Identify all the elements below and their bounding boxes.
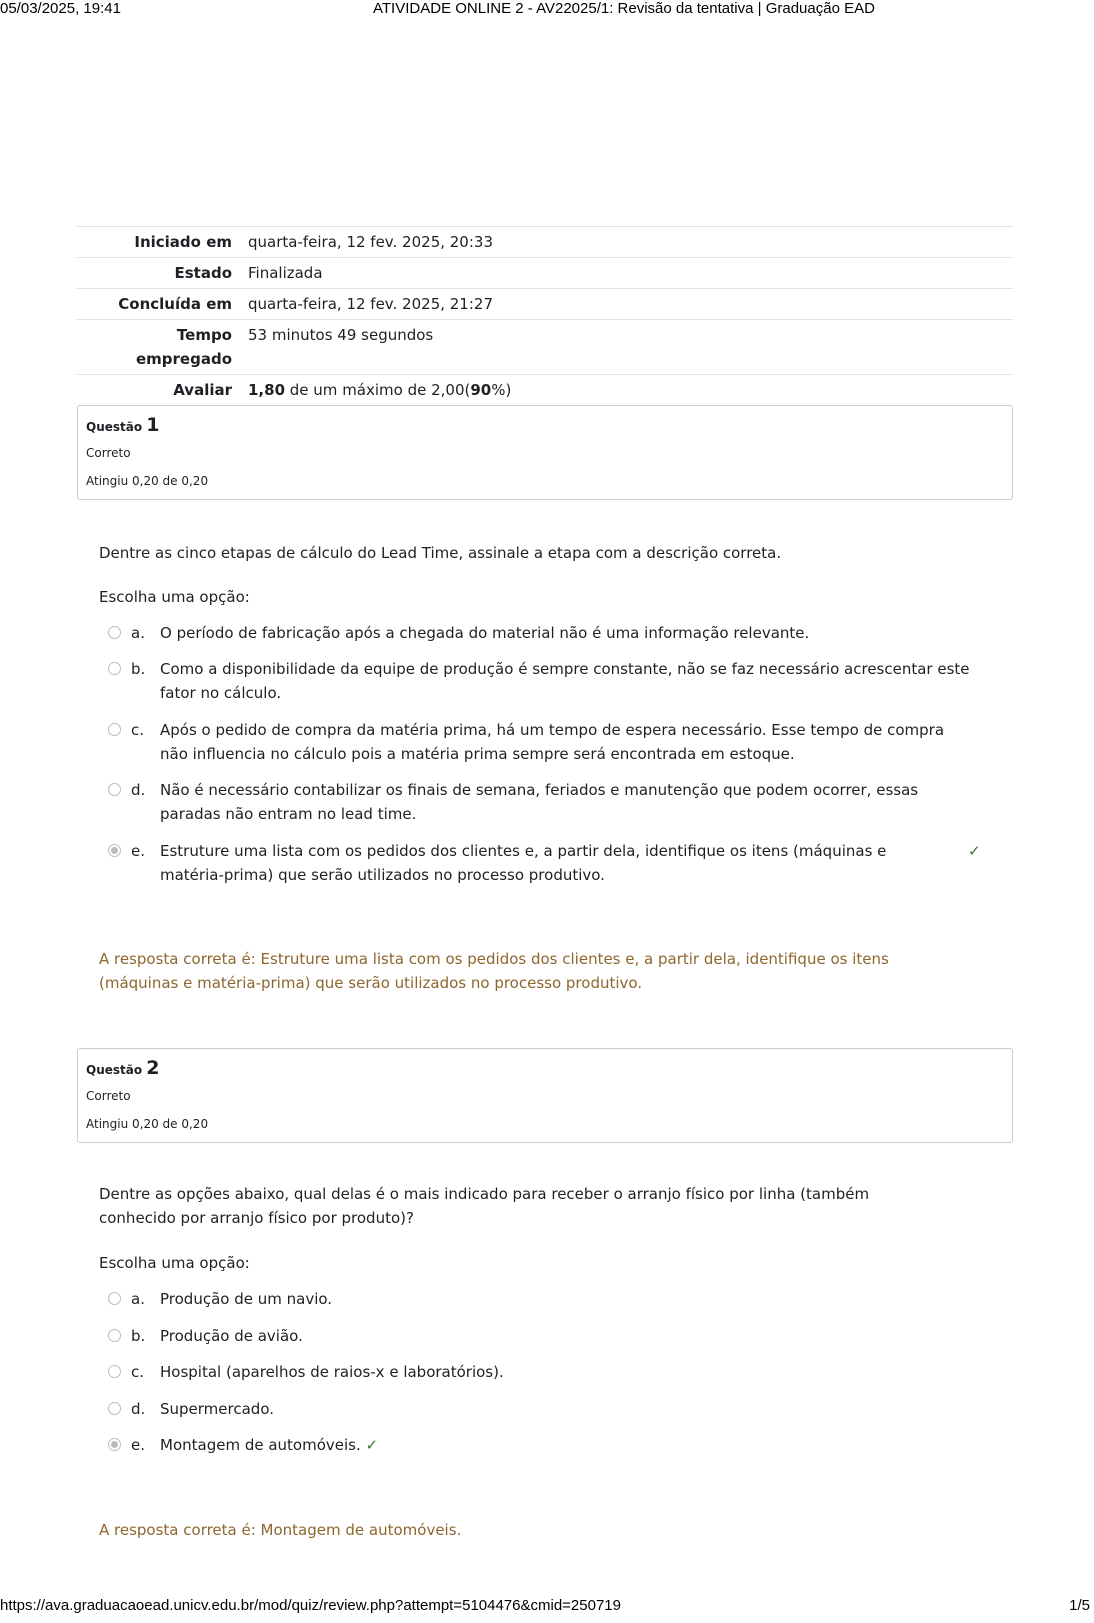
page-number: 1/5 (1069, 1597, 1090, 1614)
page-url: https://ava.graduacaoead.unicv.edu.br/mod/quiz/review.php?attempt=5104476&cmid=250719 (0, 1597, 621, 1614)
summary-value: 53 minutos 49 segundos (248, 326, 434, 344)
question-text: Dentre as opções abaixo, qual delas é o mais indicado para receber o arranjo físico por linha (também conhecido por arranjo físico por produto)? (99, 1185, 870, 1227)
option-a[interactable]: a. Produção de um navio. (108, 1287, 988, 1311)
radio-button[interactable] (108, 1402, 121, 1415)
question-prompt: Escolha uma opção: (99, 1254, 250, 1272)
option-e[interactable]: e. Estruture uma lista com os pedidos dos clientes e, a partir dela, identifique os itens (máquinas e matéria-prima) que serão utilizados no processo produtivo. ✓ (108, 839, 988, 887)
summary-value: quarta-feira, 12 fev. 2025, 20:33 (248, 233, 493, 251)
option-b[interactable]: b. Produção de avião. (108, 1324, 988, 1348)
question-status: Correto (86, 1089, 131, 1103)
radio-button[interactable] (108, 723, 121, 736)
question-status: Correto (86, 446, 131, 460)
summary-label: Iniciado em (134, 233, 232, 251)
question-info-2 (77, 1048, 1013, 1143)
radio-button[interactable] (108, 662, 121, 675)
radio-button-selected[interactable] (108, 1438, 121, 1451)
question-text: Dentre as cinco etapas de cálculo do Lead Time, assinale a etapa com a descrição correta. (99, 544, 782, 562)
attempt-summary (77, 226, 1013, 405)
check-icon: ✓ (365, 1436, 379, 1454)
option-c[interactable]: c. Após o pedido de compra da matéria prima, há um tempo de espera necessário. Esse tempo de compra não influencia no cálculo pois a matéria prima sempre será encontrada em estoque. (108, 718, 988, 766)
correct-answer-feedback: A resposta correta é: Montagem de automóveis. (99, 1521, 462, 1539)
grade-value: 1,80 de um máximo de 2,00(90%) (248, 381, 512, 399)
print-datetime: 05/03/2025, 19:41 (0, 0, 121, 17)
radio-button-selected[interactable] (108, 844, 121, 857)
option-d[interactable]: d. Supermercado. (108, 1397, 988, 1421)
correct-answer-feedback: A resposta correta é: Estruture uma lista com os pedidos dos clientes e, a partir dela, identifique os itens (máquinas e matéria-prima) que serão utilizados no processo produtivo. (99, 950, 889, 992)
option-c[interactable]: c. Hospital (aparelhos de raios-x e laboratórios). (108, 1360, 988, 1384)
summary-label: Estado (174, 264, 232, 282)
option-e[interactable]: e. Montagem de automóveis. ✓ (108, 1433, 988, 1457)
summary-label: Concluída em (118, 295, 232, 313)
summary-value: Finalizada (248, 264, 323, 282)
page-title: ATIVIDADE ONLINE 2 - AV22025/1: Revisão da tentativa | Graduação EAD (373, 0, 875, 17)
option-d[interactable]: d. Não é necessário contabilizar os finais de semana, feriados e manutenção que podem ocorrer, essas paradas não entram no lead time. (108, 778, 988, 826)
radio-button[interactable] (108, 1292, 121, 1305)
summary-value: quarta-feira, 12 fev. 2025, 21:27 (248, 295, 493, 313)
question-mark: Atingiu 0,20 de 0,20 (86, 474, 209, 488)
radio-button[interactable] (108, 1329, 121, 1342)
radio-button[interactable] (108, 1365, 121, 1378)
question-number: Questão 1 (86, 414, 160, 436)
radio-button[interactable] (108, 783, 121, 796)
question-prompt: Escolha uma opção: (99, 588, 250, 606)
question-info-1 (77, 405, 1013, 500)
question-mark: Atingiu 0,20 de 0,20 (86, 1117, 209, 1131)
summary-label: Avaliar (173, 381, 232, 399)
question-number: Questão 2 (86, 1057, 160, 1079)
summary-label: Tempo empregado (135, 326, 232, 368)
option-b[interactable]: b. Como a disponibilidade da equipe de produção é sempre constante, não se faz necessário acrescentar este fator no cálculo. (108, 657, 988, 705)
option-a[interactable]: a. O período de fabricação após a chegada do material não é uma informação relevante. (108, 621, 988, 645)
radio-button[interactable] (108, 626, 121, 639)
check-icon: ✓ (968, 842, 981, 860)
